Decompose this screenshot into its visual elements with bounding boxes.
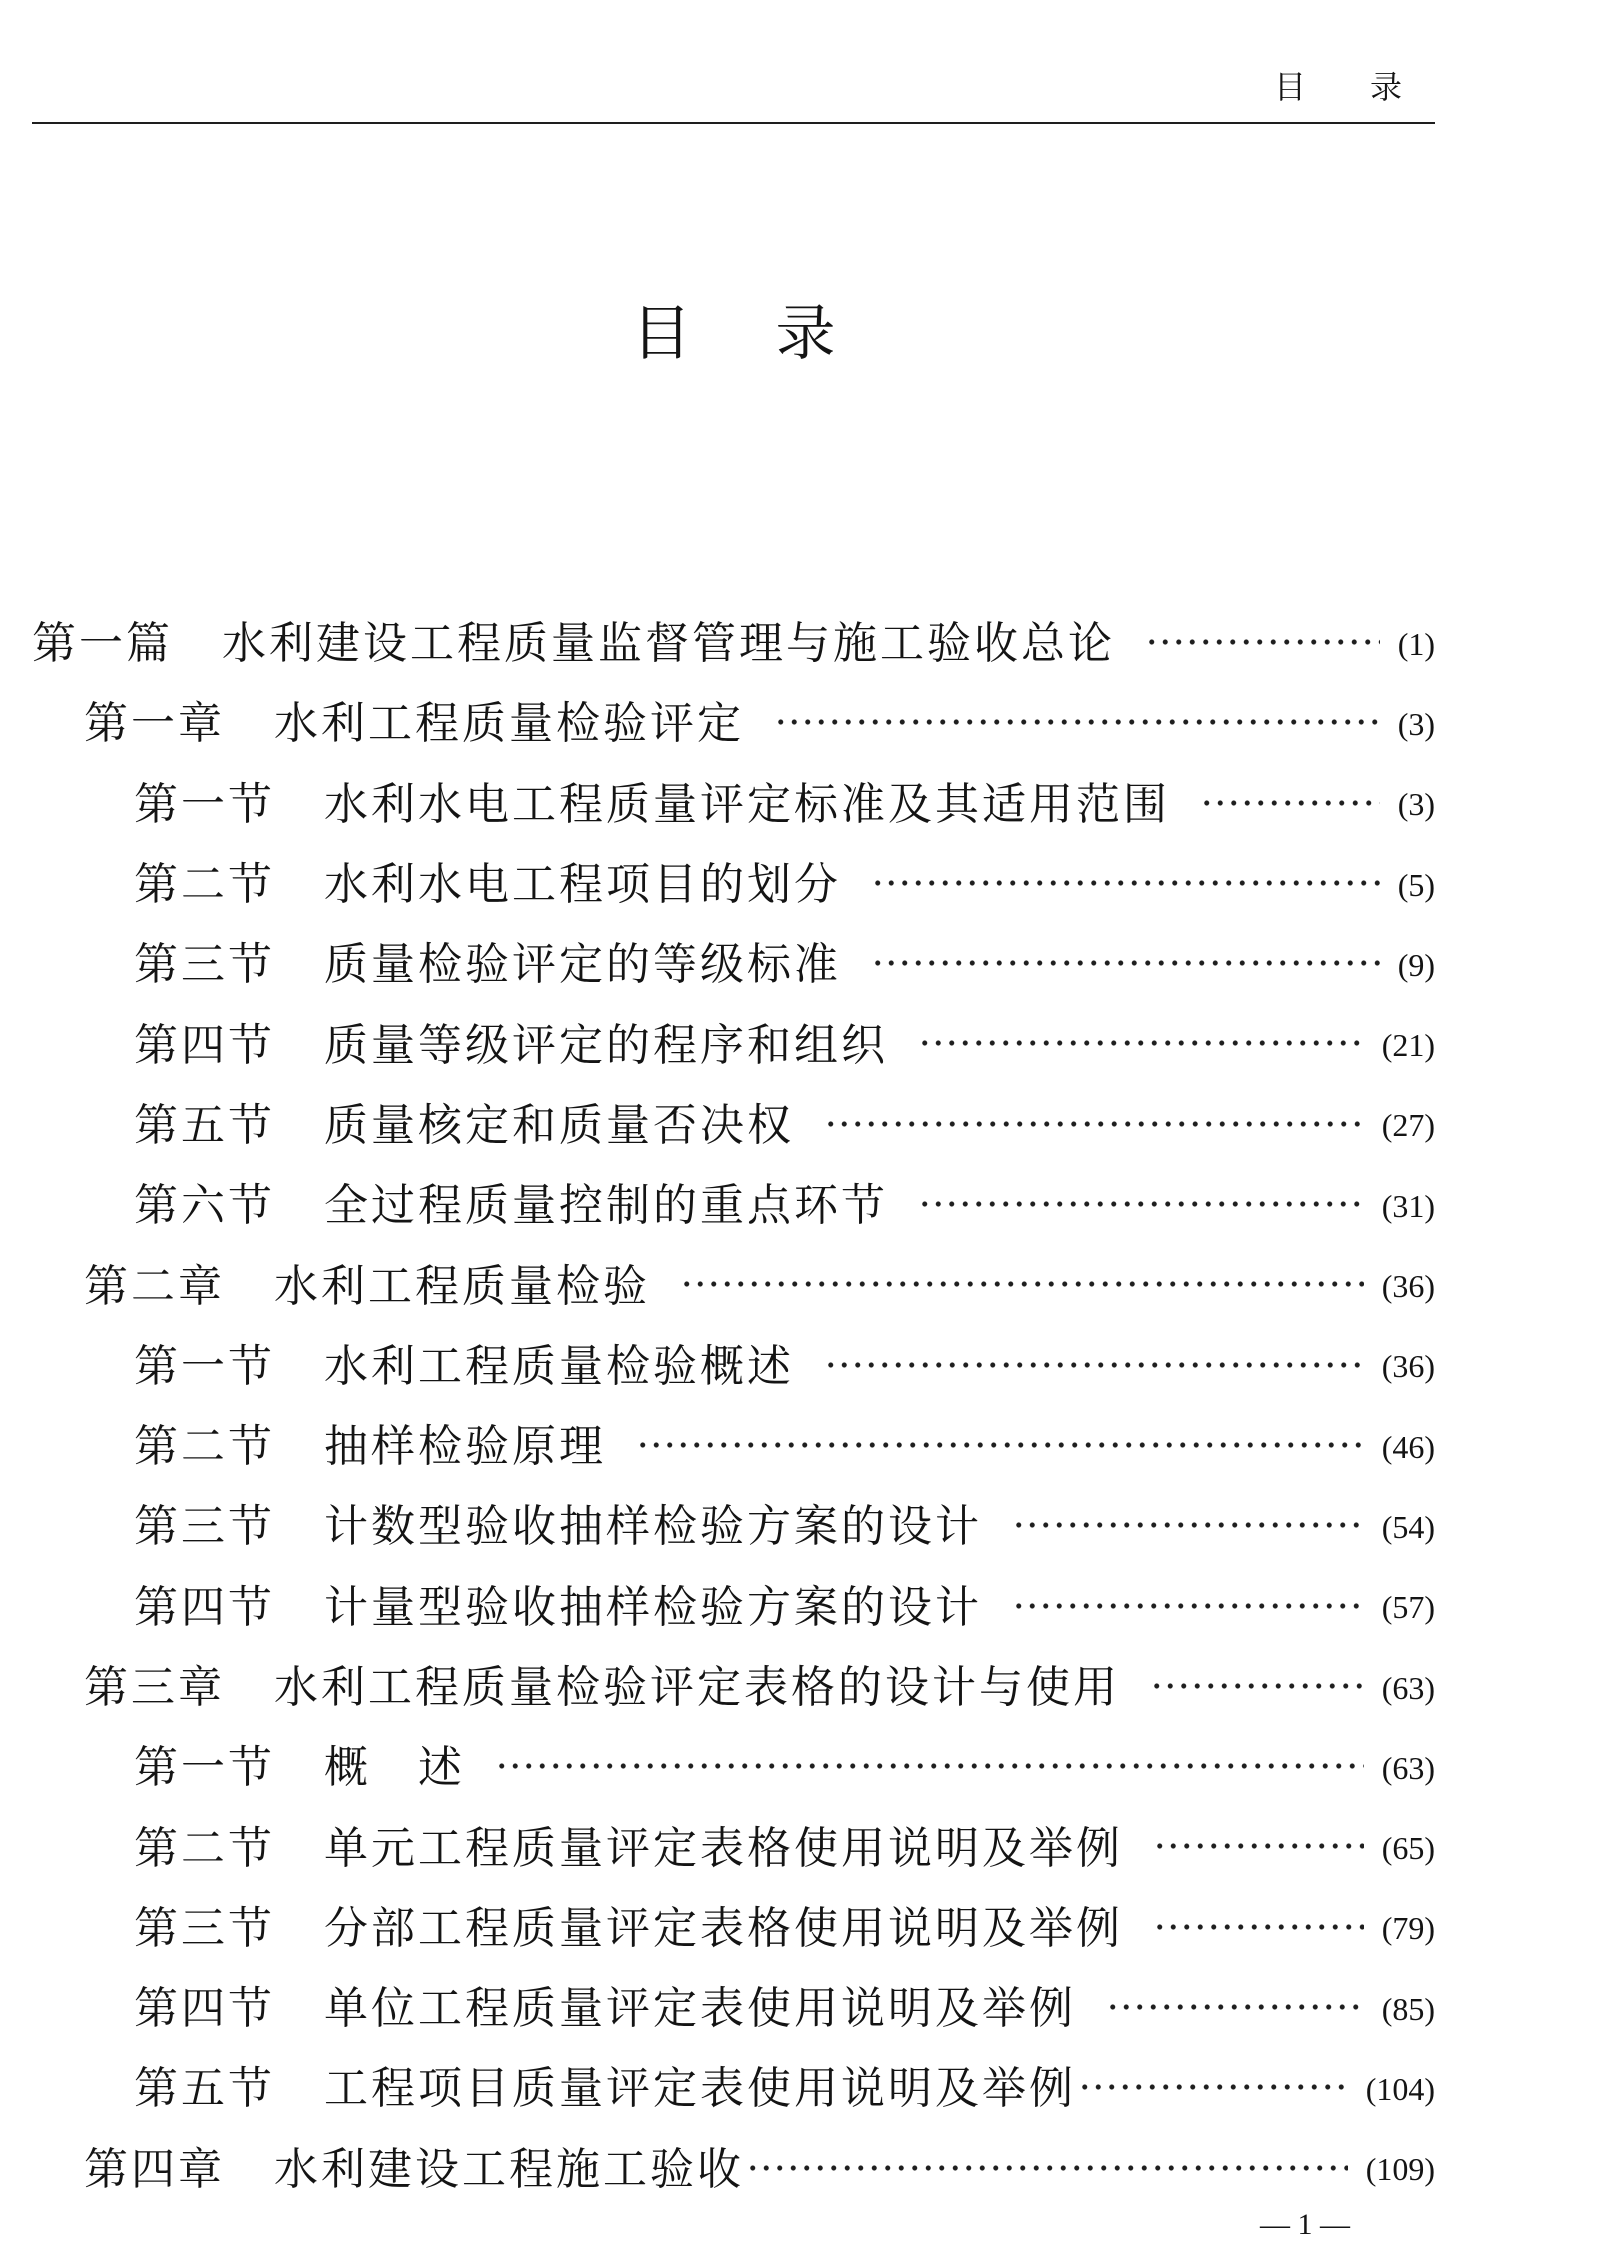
toc-entry-section <box>32 840 1435 920</box>
entry-title: 单位工程质量评定表使用说明及举例 <box>324 1983 1076 2035</box>
entry-label: 第二章 <box>84 1260 225 1312</box>
entry-title: 全过程质量控制的重点环节 <box>324 1180 888 1232</box>
dot-leader <box>1012 1563 1364 1643</box>
toc-entry-section <box>32 1081 1435 1161</box>
dot-leader <box>1145 599 1380 679</box>
entry-page-number: (1) <box>1397 625 1435 662</box>
dot-leader <box>495 1723 1364 1803</box>
entry-title: 水利工程质量检验概述 <box>324 1340 794 1392</box>
entry-page-number: (65) <box>1381 1830 1435 1867</box>
entry-page-number: (63) <box>1381 1669 1435 1706</box>
entry-label: 第一节 <box>134 778 275 830</box>
entry-page-number: (9) <box>1397 946 1435 983</box>
entry-page-number: (36) <box>1381 1268 1435 1305</box>
entry-label: 第五节 <box>134 2063 275 2115</box>
dot-leader <box>824 1081 1364 1161</box>
dot-leader <box>918 1000 1364 1080</box>
toc-entry-section <box>32 1000 1435 1080</box>
header-rule <box>32 122 1435 124</box>
entry-label: 第三节 <box>134 1902 275 1954</box>
entry-title: 抽样检验原理 <box>324 1421 606 1473</box>
entry-title: 水利水电工程质量评定标准及其适用范围 <box>324 778 1170 830</box>
entry-label: 第一篇 <box>32 618 173 670</box>
toc-entry-section <box>32 1723 1435 1803</box>
toc-entry-section <box>32 1563 1435 1643</box>
entry-label: 第四章 <box>84 2143 225 2195</box>
dot-leader <box>680 1241 1364 1321</box>
entry-label: 第二节 <box>134 1822 275 1874</box>
entry-label: 第五节 <box>134 1099 275 1151</box>
toc-entry-chapter <box>32 1643 1435 1723</box>
toc-entry-section <box>32 920 1435 1000</box>
entry-label: 第六节 <box>134 1180 275 1232</box>
entry-page-number: (46) <box>1381 1428 1435 1465</box>
entry-title: 水利工程质量检验 <box>274 1260 650 1312</box>
dot-leader <box>636 1402 1364 1482</box>
entry-label: 第一节 <box>134 1742 275 1794</box>
entry-label: 第一节 <box>134 1340 275 1392</box>
entry-title: 质量核定和质量否决权 <box>324 1099 794 1151</box>
dot-leader <box>1150 1643 1364 1723</box>
entry-title: 质量等级评定的程序和组织 <box>324 1019 888 1071</box>
entry-page-number: (27) <box>1381 1107 1435 1144</box>
entry-title: 计量型验收抽样检验方案的设计 <box>324 1581 982 1633</box>
toc-entry-section <box>32 1402 1435 1482</box>
page-title: 目 录 <box>631 299 848 369</box>
entry-page-number: (79) <box>1381 1910 1435 1947</box>
footer-page-number: — 1 — <box>1260 2208 1350 2241</box>
entry-label: 第四节 <box>134 1581 275 1633</box>
dot-leader <box>746 2125 1348 2205</box>
entry-label: 第三章 <box>84 1662 225 1713</box>
entry-label: 第四节 <box>134 1983 275 2035</box>
toc-entry-section <box>32 1482 1435 1562</box>
entry-page-number: (104) <box>1365 2070 1435 2107</box>
entry-title: 水利工程质量检验评定表格的设计与使用 <box>274 1662 1120 1713</box>
entry-page-number: (31) <box>1381 1187 1435 1224</box>
entry-page-number: (3) <box>1397 705 1435 742</box>
entry-page-number: (54) <box>1381 1508 1435 1545</box>
toc-entry-section <box>32 1964 1435 2044</box>
entry-page-number: (109) <box>1365 2151 1435 2188</box>
dot-leader <box>1012 1482 1364 1562</box>
entry-label: 第二节 <box>134 859 275 911</box>
entry-page-number: (21) <box>1381 1027 1435 1064</box>
entry-title: 单元工程质量评定表格使用说明及举例 <box>324 1822 1123 1874</box>
toc-list <box>32 599 1435 2205</box>
dot-leader <box>871 840 1380 920</box>
entry-label: 第四节 <box>134 1019 275 1071</box>
entry-label: 第一章 <box>84 698 225 750</box>
dot-leader <box>1078 2044 1348 2124</box>
toc-entry-section <box>32 2044 1435 2124</box>
entry-title: 水利水电工程项目的划分 <box>324 859 841 911</box>
dot-leader <box>774 679 1380 759</box>
dot-leader <box>1153 1884 1364 1964</box>
entry-label: 第三节 <box>134 1501 275 1553</box>
dot-leader <box>871 920 1380 1000</box>
entry-page-number: (63) <box>1381 1749 1435 1786</box>
dot-leader <box>1153 1803 1364 1883</box>
toc-entry-section <box>32 1322 1435 1402</box>
toc-entry-chapter <box>32 679 1435 759</box>
toc-entry-section <box>32 1803 1435 1883</box>
entry-title: 分部工程质量评定表格使用说明及举例 <box>324 1902 1123 1954</box>
entry-title: 工程项目质量评定表使用说明及举例 <box>324 2063 1076 2115</box>
entry-title: 水利建设工程施工验收 <box>274 2143 744 2195</box>
entry-page-number: (5) <box>1397 866 1435 903</box>
entry-title: 概 述 <box>324 1742 465 1794</box>
entry-title: 计数型验收抽样检验方案的设计 <box>324 1501 982 1553</box>
entry-page-number: (57) <box>1381 1589 1435 1626</box>
dot-leader <box>1106 1964 1364 2044</box>
entry-title: 水利建设工程质量监督管理与施工验收总论 <box>222 618 1115 670</box>
toc-entry-section <box>32 760 1435 840</box>
toc-entry-section <box>32 1161 1435 1241</box>
entry-label: 第二节 <box>134 1421 275 1473</box>
entry-title: 质量检验评定的等级标准 <box>324 939 841 991</box>
dot-leader <box>824 1322 1364 1402</box>
entry-page-number: (36) <box>1381 1348 1435 1385</box>
toc-entry-part <box>32 599 1435 679</box>
entry-page-number: (85) <box>1381 1990 1435 2027</box>
entry-title: 水利工程质量检验评定 <box>274 698 744 750</box>
entry-label: 第三节 <box>134 939 275 991</box>
toc-entry-chapter <box>32 2125 1435 2205</box>
entry-page-number: (3) <box>1397 786 1435 823</box>
dot-leader <box>1200 760 1380 840</box>
running-header-title: 目 录 <box>1273 68 1402 106</box>
toc-entry-section <box>32 1884 1435 1964</box>
toc-entry-chapter <box>32 1241 1435 1321</box>
dot-leader <box>918 1161 1364 1241</box>
